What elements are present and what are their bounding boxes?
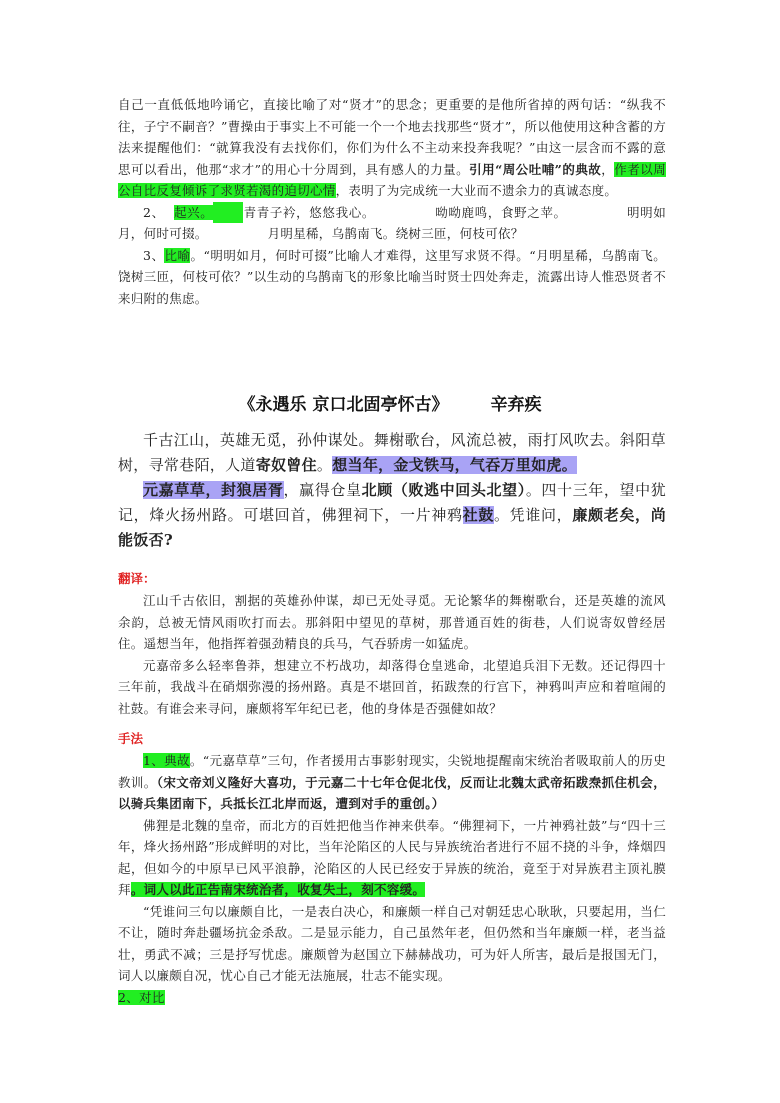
technique-text: 。“元嘉草草”三句，作者援用古事影射现实，尖锐地提醒南宋统治者吸取前人的历史教训。: [118, 753, 667, 790]
poem-title: [0, 390, 780, 415]
quote-text: 月明星稀，乌鹊南飞。绕树三匝，何枝可依？: [267, 226, 524, 241]
intro-green-highlight: 作者以周公自比反复倾诉了求贤若渴的迫切心情: [118, 161, 666, 198]
item-text: 。“明明如月，何时可掇”比喻人才难得，这里写求贤不得。“月明星稀，乌鹊南飞。饶树三匝，何枝可依？”以生动的乌鹊南飞的形象比喻当时贤士四处奔走，流露出诗人惟恐贤者不来归附的焦虑。: [118, 247, 667, 306]
intro-text: 自己一直低低地吟诵它，直接比喻了对“贤才”的思念；更重要的是他所省掉的两句话：“纵我不往，子宁不嗣音？”曹操由于事实上不可能一个一个地去找那些“贤才”，所以他使用这种含蓄的方法来提醒他们：“就算我没有去找你们，你们为什么不主动来投奔我呢？”由这一层含而不露的意思可以看出，他那“求才”的用心十分周到，具有感人的力量。: [118, 97, 666, 177]
intro-bold-text: 引用“周公吐哺”的典故: [469, 161, 602, 177]
poem-blue-highlight: 元嘉草草，封狼居胥: [143, 481, 284, 499]
item-label-green: 比喻: [164, 247, 191, 263]
poem-bold-text: 北顾（败逃中回头北望）: [361, 481, 526, 499]
poem-text: 。凭谁问，: [494, 506, 573, 524]
translation-section: [118, 568, 666, 719]
intro-item-3: [118, 245, 666, 310]
intro-paragraph: [118, 94, 666, 202]
technique-item-1: [118, 750, 666, 815]
technique-paragraph-2: [118, 815, 666, 901]
translation-heading: 翻译：: [118, 571, 156, 586]
technique-label-green: 2、对比: [118, 989, 165, 1005]
translation-paragraph-1: 江山千古依旧，割据的英雄孙仲谋，却已无处寻觅。无论繁华的舞榭歌台，还是英雄的流风余韵，总被无情风雨吹打而去。那斜阳中望见的草树，那普通百姓的街巷，人们说寄奴曾经居住。遥想当年，他指挥着强劲精良的兵马，气吞骄虏一如猛虎。: [118, 593, 666, 651]
translation-paragraph-2: 元嘉帝多么轻率鲁莽，想建立不朽战功，却落得仓皇逃命，北望追兵泪下无数。还记得四十三年前，我战斗在硝烟弥漫的扬州路。真是不堪回首，拓跋焘的行宫下，神鸦叫声应和着喧闹的社鼓。有谁会来寻问，廉颇将军年纪已老，他的身体是否强健如故？: [118, 657, 666, 716]
item-label-green: 起兴。: [173, 204, 214, 220]
technique-paragraph-3: “凭谁问三句以廉颇自比，一是表白决心，和廉颇一样自己对朝廷忠心耿耿，只要起用，当仁不让，随时奔赴疆场抗金杀敌。二是显示能力，自己虽然年老，但仍然和当年廉颇一样，老当益壮，勇武不减；三是抒写忧虑。廉颇曾为赵国立下赫赫战功，可为奸人所害，最后是报国无门，词人以廉颇自况，忧心自己才能无法施展，壮志不能实现。: [118, 903, 666, 983]
techniques-section: [118, 728, 666, 1008]
item-number: 2、: [143, 204, 165, 220]
poem-blue-highlight: 社鼓: [462, 506, 495, 524]
quote-text: 青青子衿，悠悠我心。: [243, 204, 375, 220]
poem-stanza-1: [118, 428, 666, 478]
intro-section: [118, 94, 666, 309]
poem-bold-text: 寄奴曾住: [255, 456, 317, 474]
poem-blue-highlight: 想当年，金戈铁马，气吞万里如虎。: [332, 456, 578, 474]
intro-comma: ，: [601, 161, 615, 177]
poem-stanza-2: [118, 478, 666, 553]
poem-text: 千古江山，英雄无觅，孙仲谋处。舞榭歌台，风流总被，雨打风吹去。斜阳草树，寻常巷陌，人道: [118, 431, 666, 474]
item-number: 3、: [143, 247, 165, 263]
poem-name: 《永遇乐 京口北固亭怀古》: [238, 395, 449, 415]
intro-end-text: ，表明了为完成统一大业而不遗余力的真诚态度。: [335, 183, 618, 198]
poem-text: ，赢得仓皇: [283, 481, 362, 499]
technique-green-highlight: 。词人以此正告南宋统治者，收复失土，刻不容缓。: [130, 882, 426, 897]
poem-bold-text: 廉颇老矣，尚能饭否?: [118, 506, 666, 549]
poem-text: 。四十三年，望中犹记，烽火扬州路。可堪回首，佛狸祠下，一片神鸦: [118, 481, 667, 524]
quote-text: 明明如月，何时可掇。: [118, 204, 666, 241]
poem-author: 辛弃疾: [490, 395, 542, 415]
technique-label-green: 1、典故: [143, 753, 190, 768]
technique-item-2: [118, 987, 666, 1009]
poem-text: 。: [316, 456, 333, 474]
technique-text: 佛狸是北魏的皇帝，而北方的百姓把他当作神来供奉。“佛狸祠下，一片神鸦社鼓”与“四十三年，烽火扬州路”形成鲜明的对比，当年沦陷区的人民与异族统治者进行不屈不挠的斗争，烽烟四起，但如今的中原早已风平浪静，沦陷区的人民已经安于异族的统治，竟至于对异族君主顶礼膜拜: [118, 817, 666, 897]
intro-item-2: [118, 202, 666, 245]
quote-text: 呦呦鹿鸣，食野之苹。: [434, 204, 567, 220]
poem-section: [118, 428, 666, 553]
technique-bold-text: （宋文帝刘义隆好大喜功，于元嘉二十七年仓促北伐，反而让北魏太武帝拓跋焘抓住机会，以骑兵集团南下，兵抵长江北岸而返，遭到对手的重创。）: [118, 774, 666, 811]
techniques-heading: 手法: [118, 731, 144, 746]
